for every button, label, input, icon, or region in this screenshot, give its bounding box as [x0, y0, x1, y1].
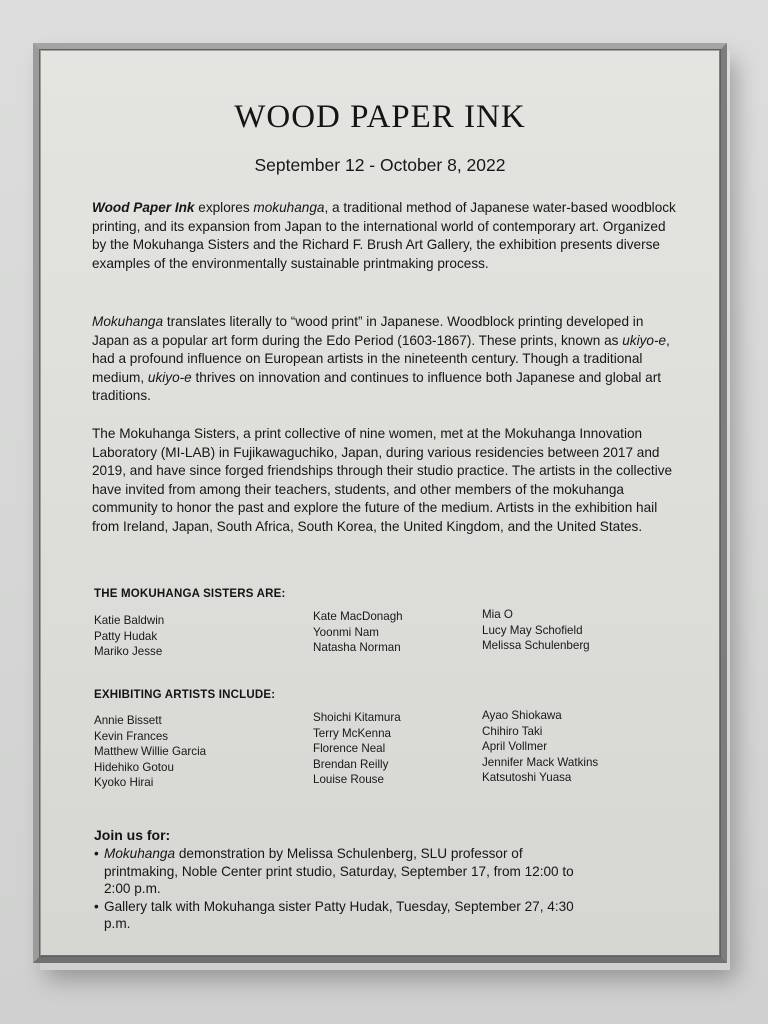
name-list-item: Melissa Schulenberg — [482, 639, 590, 652]
poster-frame — [33, 43, 727, 963]
name-list-item: Shoichi Kitamura — [313, 711, 401, 724]
artists-column-2 — [313, 710, 401, 788]
name-list-item: Terry McKenna — [313, 726, 391, 740]
intro-text-b: , a traditional method of Japanese water-based woodblock printing, and its expansion from Japan to the international world of contemporary art. Organized by the Mokuhanga Sisters and the Richard F. Brush Art Gallery, the exhibition presents diverse examples of the environmentally sustainable printmaking process. — [92, 200, 676, 271]
artists-column-1 — [94, 713, 206, 791]
exhibition-title: WOOD PAPER INK — [234, 99, 526, 135]
name-list-item: Katie Baldwin — [94, 614, 165, 627]
collective-paragraph: The Mokuhanga Sisters, a print collective of nine women, met at the Mokuhanga Innovation Laboratory (MI-LAB) in Fujikawaguchiko, Japan, during various residencies between 2017 and 2019, and have since forged friendships through their studio practice. The artists in the collective have invited from among their teachers, students, and other members of the mokuhanga community to honor the past and explore the future of the medium. Artists in the exhibition hail from Ireland, Japan, South Africa, South Korea, the United Kingdom, and the United States. — [92, 426, 673, 534]
name-list-item: Kevin Frances — [94, 729, 169, 743]
sisters-column-1 — [94, 613, 164, 660]
title-emphasis: Wood Paper Ink — [92, 200, 195, 215]
name-list-item: Annie Bissett — [94, 714, 162, 727]
exhibition-dates: September 12 - October 8, 2022 — [254, 155, 506, 175]
event-item-gallery-talk — [94, 898, 594, 933]
name-list-item: Patty Hudak — [94, 629, 158, 643]
history-text-b: , had a profound influence on European artists in the nineteenth century. Though a traditional medium, — [92, 332, 670, 385]
artists-column-3 — [482, 708, 598, 786]
artists-heading: EXHIBITING ARTISTS INCLUDE: — [94, 689, 276, 701]
intro-paragraph — [92, 199, 682, 273]
history-term-3: ukiyo-e — [147, 369, 192, 385]
bullet-icon: • — [94, 898, 99, 914]
event-term: Mokuhanga — [104, 846, 176, 861]
sisters-column-2 — [313, 609, 403, 656]
intro-text-a: explores — [194, 200, 254, 215]
history-term: Mokuhanga — [92, 314, 164, 329]
name-list-item: Natasha Norman — [313, 641, 401, 654]
name-list-item: Louise Rouse — [313, 773, 384, 786]
name-list-item: Ayao Shiokawa — [482, 709, 562, 722]
name-list-item: Lucy May Schofield — [482, 623, 583, 637]
intro-term: mokuhanga — [253, 200, 325, 215]
name-list-item: Katsutoshi Yuasa — [482, 771, 572, 784]
name-list-item: Mia O — [482, 608, 513, 621]
bullet-icon: • — [94, 846, 99, 861]
name-list-item: April Vollmer — [482, 740, 548, 753]
event-text: demonstration by Melissa Schulenberg, SLU professor of printmaking, Noble Center print studio, Saturday, September 17, from 12:00 to 2:00 p.m. — [104, 846, 574, 896]
name-list-item: Chihiro Taki — [482, 724, 543, 738]
name-list-item: Mariko Jesse — [94, 645, 163, 658]
history-term-2: ukiyo-e — [622, 332, 667, 348]
history-text-a: translates literally to “wood print” in Japanese. Woodblock printing developed in Japan as a popular art form during the Edo Period (1603-1867). These prints, known as — [92, 314, 644, 348]
sisters-heading: THE MOKUHANGA SISTERS ARE: — [94, 588, 286, 600]
name-list-item: Jennifer Mack Watkins — [482, 755, 599, 769]
name-list-item: Hidehiko Gotou — [94, 760, 174, 774]
name-list-item: Brendan Reilly — [313, 757, 389, 771]
name-list-item: Kyoko Hirai — [94, 776, 154, 789]
sisters-column-3 — [482, 607, 590, 654]
name-list-item: Kate MacDonagh — [313, 610, 403, 623]
name-list-item: Florence Neal — [313, 742, 386, 755]
history-paragraph — [92, 313, 682, 406]
name-list-item: Matthew Willie Garcia — [94, 745, 207, 758]
events-list — [94, 845, 594, 933]
history-text-c: thrives on innovation and continues to influence both Japanese and global art traditions. — [92, 369, 662, 403]
name-list-item: Yoonmi Nam — [313, 625, 379, 639]
join-heading: Join us for: — [94, 827, 171, 843]
event-item-demonstration — [94, 845, 594, 898]
event-text: Gallery talk with Mokuhanga sister Patty Hudak, Tuesday, September 27, 4:30 p.m. — [104, 898, 574, 931]
poster-panel — [41, 51, 719, 955]
